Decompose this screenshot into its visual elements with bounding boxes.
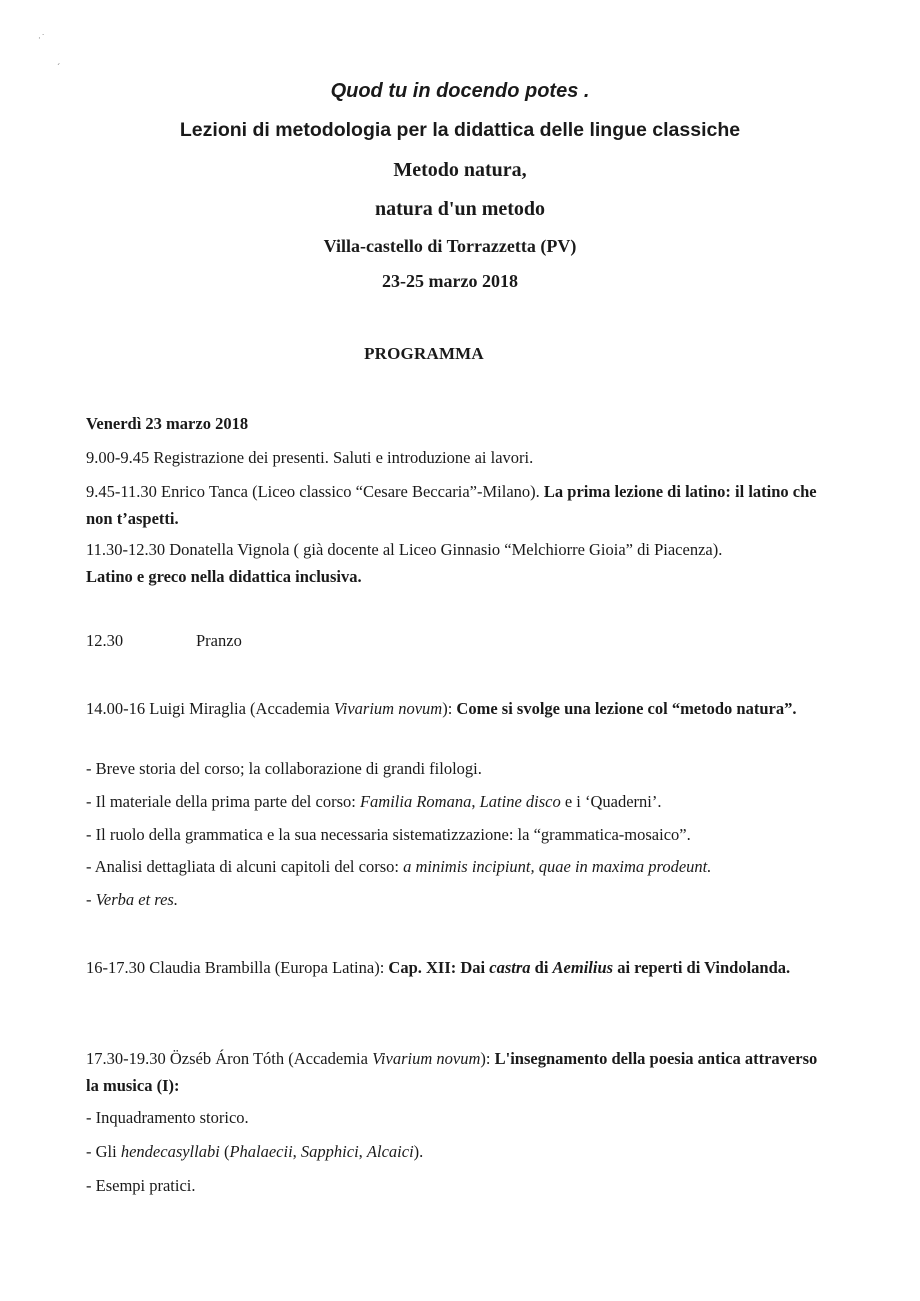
academy-name: Vivarium novum	[333, 699, 443, 718]
book-title: Latine disco	[479, 792, 561, 811]
session-lead-end: ):	[480, 1049, 495, 1068]
book-title: Familia Romana	[359, 792, 472, 811]
scan-speck-mark: ˏ	[56, 56, 61, 66]
session-title: Cap. XII: Dai	[388, 958, 490, 977]
session-vignola	[86, 536, 821, 590]
metre-name: Phalaecii	[229, 1142, 293, 1161]
metre-name: Sapphici	[300, 1142, 359, 1161]
session-lead: 14.00-16 Luigi Miraglia (Accademia	[86, 699, 334, 718]
session-lead: 17.30-19.30 Özséb Áron Tóth (Accademia	[86, 1049, 373, 1068]
session-title: ai reperti di Vindolanda.	[613, 958, 791, 977]
session-tanca	[86, 478, 821, 532]
list-item: - Il ruolo della grammatica e la sua necessaria sistematizzazione: la “grammatica-mosaico”.	[86, 825, 691, 844]
session-title: La prima lezione di latino: il latino che non t’aspetti.	[86, 482, 817, 528]
item-text: ,	[471, 792, 480, 811]
session-title: L'insegnamento della poesia antica attraverso la musica (I):	[86, 1049, 818, 1095]
programme-heading: PROGRAMMA	[364, 344, 484, 363]
latin-quote: a minimis incipiunt, quae in maxima prodeunt.	[403, 857, 712, 876]
list-item: - Inquadramento storico.	[86, 1108, 249, 1127]
session-miraglia	[86, 695, 821, 722]
item-text: e i ‘Quaderni’.	[560, 792, 662, 811]
venue: Villa-castello di Torrazzetta (PV)	[323, 236, 577, 256]
session-lead: 11.30-12.30 Donatella Vignola ( già docente al Liceo Ginnasio “Melchiorre Gioia” di Piacenza).	[86, 540, 723, 559]
event-dates: 23-25 marzo 2018	[382, 271, 518, 291]
lunch-time: 12.30	[86, 631, 124, 650]
list-item	[86, 886, 821, 913]
list-item	[86, 853, 821, 880]
session-lead: 16-17.30 Claudia Brambilla (Europa Latina):	[86, 958, 389, 977]
subtitle-line-1: Metodo natura,	[393, 159, 527, 181]
course-title: Lezioni di metodologia per la didattica delle lingue classiche	[179, 119, 741, 141]
day-heading: Venerdì 23 marzo 2018	[86, 414, 249, 433]
subtitle-line-2: natura d'un metodo	[374, 198, 546, 220]
session-title: di	[530, 958, 553, 977]
item-text: ).	[413, 1142, 424, 1161]
latin-quote: Verba et res.	[95, 890, 178, 909]
session-lead-end: ):	[442, 699, 457, 718]
list-item	[86, 788, 821, 815]
item-text: - Gli	[86, 1142, 121, 1161]
session-title-italic: Aemilius	[552, 958, 614, 977]
session-title: Latino e greco nella didattica inclusiva.	[86, 567, 362, 586]
item-text: (	[219, 1142, 230, 1161]
list-item: - Breve storia del corso; la collaborazione di grandi filologi.	[86, 759, 482, 778]
item-text: ,	[292, 1142, 301, 1161]
list-item	[86, 1138, 821, 1165]
metre-name: Alcaici	[366, 1142, 414, 1161]
item-text: - Analisi dettagliata di alcuni capitoli del corso:	[86, 857, 404, 876]
scan-speck-mark: ·˙	[38, 34, 46, 44]
motto-heading: Quod tu in docendo potes .	[330, 80, 590, 102]
item-text: - Il materiale della prima parte del corso:	[86, 792, 360, 811]
metre-name: hendecasyllabi	[120, 1142, 220, 1161]
session-lead: 9.45-11.30 Enrico Tanca (Liceo classico “Cesare Beccaria”-Milano).	[86, 482, 544, 501]
session-title: Come si svolge una lezione col “metodo natura”.	[456, 699, 797, 718]
session-title-italic: castra	[489, 958, 531, 977]
list-item: - Esempi pratici.	[86, 1176, 196, 1195]
item-text: -	[86, 890, 96, 909]
lunch-label: Pranzo	[196, 631, 242, 650]
item-text: ,	[358, 1142, 367, 1161]
academy-name: Vivarium novum	[372, 1049, 481, 1068]
session-registration: 9.00-9.45 Registrazione dei presenti. Saluti e introduzione ai lavori.	[86, 448, 534, 467]
session-brambilla	[86, 954, 821, 981]
session-toth	[86, 1045, 821, 1099]
